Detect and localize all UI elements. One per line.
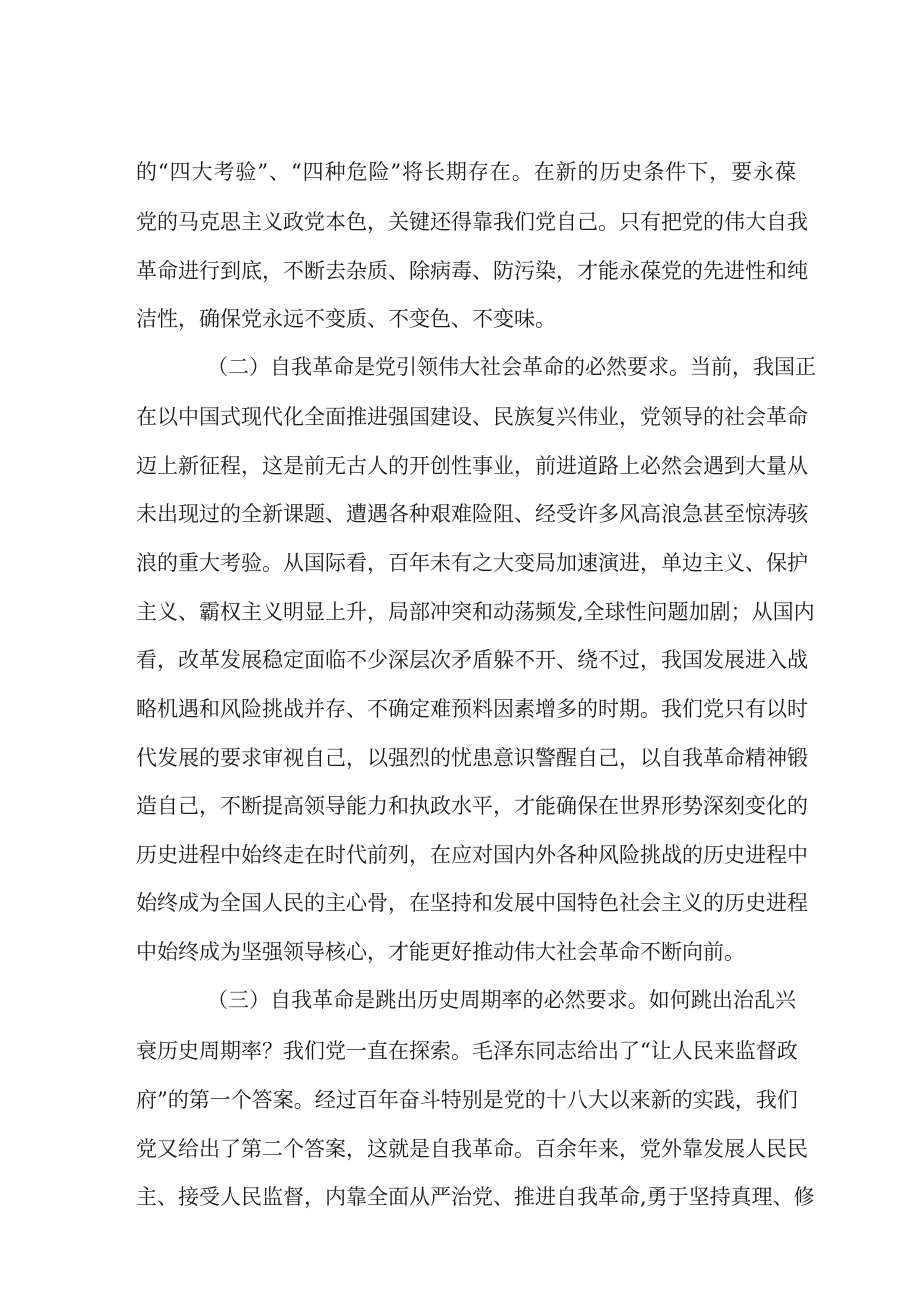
paragraph-3-line-3: 府”的第一个答案。经过百年奋斗特别是党的十八大以来新的实践，我们 [136, 1088, 798, 1112]
paragraph-2-line-7: 看，改革发展稳定面临不少深层次矛盾躲不开、绕不过，我国发展进入战 [136, 648, 808, 672]
paragraph-3-line-4: 党又给出了第二个答案，这就是自我革命。百余年来，党外靠发展人民民 [136, 1137, 808, 1161]
paragraph-3-line-5: 主、接受人民监督，内靠全面从严治党、推进自我革命,勇于坚持真理、修 [136, 1185, 815, 1209]
paragraph-1-line-4: 洁性，确保党永远不变质、不变色、不变味。 [136, 307, 556, 331]
paragraph-2-line-2: 在以中国式现代化全面推进强国建设、民族复兴伟业，党领导的社会革命 [136, 405, 808, 429]
paragraph-2-line-9: 代发展的要求审视自己，以强烈的忧患意识警醒自己，以自我革命精神锻 [136, 746, 808, 770]
paragraph-2-line-3: 迈上新征程，这是前无古人的开创性事业，前进道路上必然会遇到大量从 [136, 454, 808, 478]
paragraph-2-line-1: （二）自我革命是党引领伟大社会革命的必然要求。当前，我国正 [207, 355, 816, 379]
paragraph-2-line-8: 略机遇和风险挑战并存、不确定难预料因素增多的时期。我们党只有以时 [136, 697, 808, 721]
paragraph-2-line-5: 浪的重大考验。从国际看，百年未有之大变局加速演进，单边主义、保护 [136, 551, 808, 575]
paragraph-2-line-4: 未出现过的全新课题、遭遇各种艰难险阻、经受许多风高浪急甚至惊涛骇 [136, 502, 808, 526]
paragraph-2-line-10: 造自己，不断提高领导能力和执政水平，才能确保在世界形势深刻变化的 [136, 794, 808, 818]
paragraph-2-line-11: 历史进程中始终走在时代前列，在应对国内外各种风险挑战的历史进程中 [136, 843, 808, 867]
paragraph-2-line-6: 主义、霸权主义明显上升，局部冲突和动荡频发,全球性问题加剧；从国内 [136, 600, 815, 624]
paragraph-2-line-13: 中始终成为坚强领导核心，才能更好推动伟大社会革命不断向前。 [136, 940, 745, 964]
paragraph-3-line-2: 衰历史周期率？我们党一直在探索。毛泽东同志给出了“让人民来监督政 [136, 1039, 798, 1063]
paragraph-2-line-12: 始终成为全国人民的主心骨，在坚持和发展中国特色社会主义的历史进程 [136, 891, 808, 915]
paragraph-1-line-3: 革命进行到底，不断去杂质、除病毒、防污染，才能永葆党的先进性和纯 [136, 259, 808, 283]
paragraph-3-line-1: （三）自我革命是跳出历史周期率的必然要求。如何跳出治乱兴 [207, 988, 796, 1012]
paragraph-1-line-2: 党的马克思主义政党本色，关键还得靠我们党自己。只有把党的伟大自我 [136, 210, 808, 234]
paragraph-1-line-1: 的“四大考验”、“四种危险”将长期存在。在新的历史条件下，要永葆 [136, 160, 796, 184]
